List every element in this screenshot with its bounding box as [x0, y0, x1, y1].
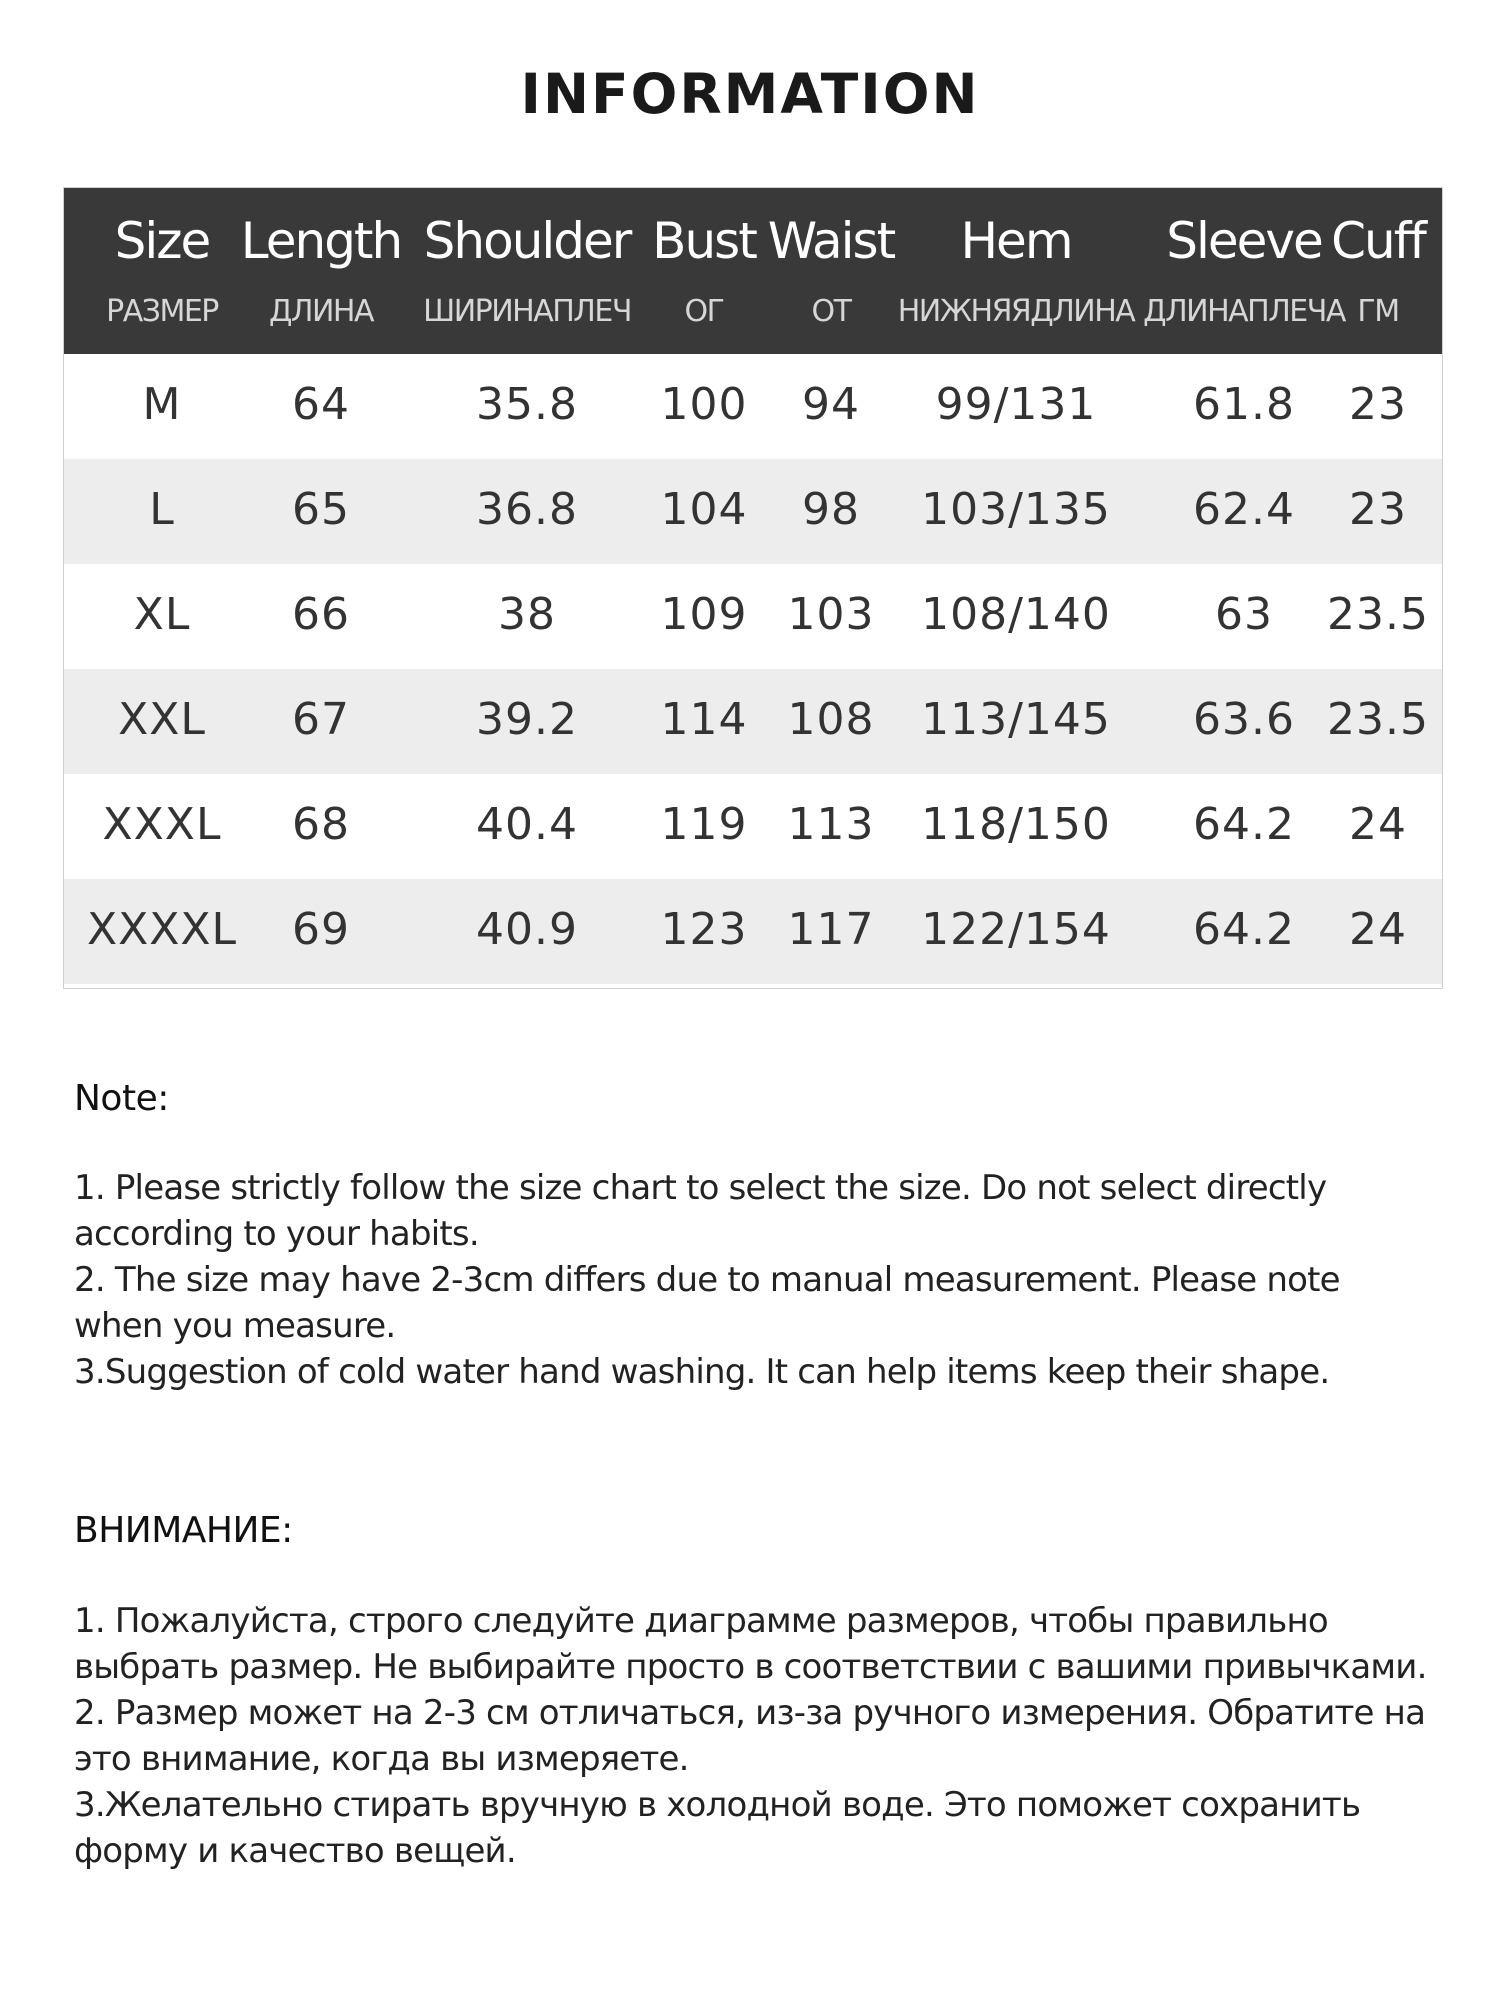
- header-hem: Hem: [960, 212, 1072, 270]
- cell-shoulder: 39.2: [476, 694, 578, 745]
- header-sleeve: Sleeve: [1166, 212, 1322, 270]
- cell-cuff: 24: [1349, 799, 1407, 850]
- cell-bust: 123: [660, 904, 748, 955]
- cell-size: XL: [133, 589, 191, 640]
- note-line-3: 3.Suggestion of cold water hand washing. It can help items keep their shape.: [74, 1352, 1330, 1392]
- cell-waist: 113: [787, 799, 875, 850]
- cell-cuff: 23.5: [1327, 589, 1429, 640]
- cell-hem: 118/150: [921, 799, 1111, 850]
- header-hem-ru: НИЖНЯЯДЛИНА: [897, 294, 1135, 329]
- note-heading: Note:: [74, 1078, 169, 1119]
- table-row: [64, 774, 1442, 879]
- cell-cuff: 23.5: [1327, 694, 1429, 745]
- cell-size: L: [149, 484, 175, 535]
- cell-shoulder: 40.9: [476, 904, 578, 955]
- cell-length: 68: [292, 799, 350, 850]
- cell-shoulder: 38: [498, 589, 556, 640]
- cell-shoulder: 36.8: [476, 484, 578, 535]
- note-text: [74, 1165, 1434, 1395]
- cell-size: M: [142, 379, 182, 430]
- cell-size: XXL: [118, 694, 206, 745]
- cell-hem: 103/135: [921, 484, 1111, 535]
- cell-shoulder: 40.4: [476, 799, 578, 850]
- cell-waist: 108: [787, 694, 875, 745]
- cell-size: XXXXL: [86, 904, 238, 955]
- table-row: [64, 879, 1442, 984]
- header-size-ru: РАЗМЕР: [106, 294, 218, 329]
- header-sleeve-ru: ДЛИНАПЛЕЧА: [1143, 294, 1345, 329]
- cell-cuff: 23: [1349, 484, 1407, 535]
- cell-sleeve: 63.6: [1193, 694, 1295, 745]
- cell-waist: 103: [787, 589, 875, 640]
- cell-length: 66: [292, 589, 350, 640]
- cell-length: 65: [292, 484, 350, 535]
- header-bust-ru: ОГ: [684, 294, 724, 329]
- table-row: [64, 354, 1442, 459]
- header-size: Size: [114, 212, 210, 270]
- header-bust: Bust: [652, 212, 756, 270]
- cell-sleeve: 61.8: [1193, 379, 1295, 430]
- cell-length: 67: [292, 694, 350, 745]
- cell-hem: 122/154: [921, 904, 1111, 955]
- cell-size: XXXL: [102, 799, 222, 850]
- cell-sleeve: 63: [1215, 589, 1273, 640]
- table-header: [64, 188, 1442, 354]
- note-line-1: 1. Please strictly follow the size chart to select the size. Do not select directly according to your habits.: [74, 1168, 1327, 1254]
- table-row: [64, 564, 1442, 669]
- size-chart-table: [63, 187, 1443, 989]
- attention-line-3: 3.Желательно стирать вручную в холодной воде. Это поможет сохранить форму и качество вещей.: [74, 1785, 1361, 1871]
- cell-hem: 108/140: [921, 589, 1111, 640]
- cell-sleeve: 64.2: [1193, 904, 1295, 955]
- cell-length: 64: [292, 379, 350, 430]
- note-line-2: 2. The size may have 2-3cm differs due to manual measurement. Please note when you measure.: [74, 1260, 1340, 1346]
- header-length-ru: ДЛИНА: [268, 294, 374, 329]
- header-shoulder-ru: ШИРИНАПЛЕЧ: [423, 294, 631, 329]
- cell-shoulder: 35.8: [476, 379, 578, 430]
- cell-sleeve: 62.4: [1193, 484, 1295, 535]
- cell-bust: 114: [660, 694, 748, 745]
- table-row: [64, 669, 1442, 774]
- cell-bust: 119: [660, 799, 748, 850]
- header-shoulder: Shoulder: [423, 212, 631, 270]
- cell-bust: 100: [660, 379, 748, 430]
- cell-cuff: 23: [1349, 379, 1407, 430]
- page-title: INFORMATION: [520, 62, 980, 126]
- header-cuff: Cuff: [1331, 212, 1425, 270]
- header-waist-ru: ОТ: [811, 294, 851, 329]
- header-cuff-ru: ГМ: [1357, 294, 1399, 329]
- cell-bust: 104: [660, 484, 748, 535]
- attention-line-2: 2. Размер может на 2-3 см отличаться, из-за ручного измерения. Обратите на это внимание, когда вы измеряете.: [74, 1693, 1426, 1779]
- cell-cuff: 24: [1349, 904, 1407, 955]
- attention-line-1: 1. Пожалуйста, строго следуйте диаграмме размеров, чтобы правильно выбрать размер. Не выбирайте просто в соответствии с вашими привычками.: [74, 1601, 1427, 1687]
- header-length: Length: [240, 212, 402, 270]
- attention-heading: ВНИМАНИЕ:: [74, 1510, 293, 1551]
- cell-bust: 109: [660, 589, 748, 640]
- table-row: [64, 459, 1442, 564]
- attention-text: [74, 1598, 1434, 1874]
- cell-length: 69: [292, 904, 350, 955]
- cell-waist: 94: [802, 379, 860, 430]
- cell-hem: 113/145: [921, 694, 1111, 745]
- header-waist: Waist: [767, 212, 895, 270]
- cell-waist: 98: [802, 484, 860, 535]
- cell-waist: 117: [787, 904, 875, 955]
- cell-sleeve: 64.2: [1193, 799, 1295, 850]
- cell-hem: 99/131: [935, 379, 1097, 430]
